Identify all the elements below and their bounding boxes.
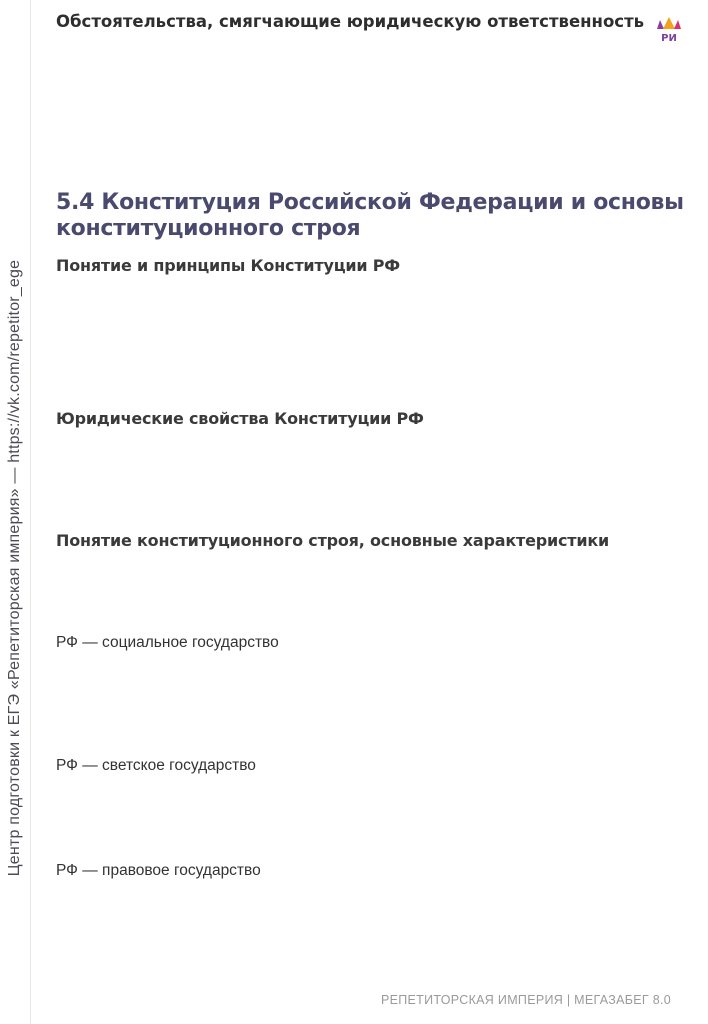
list-item-legal-state: РФ — правовое государство [56, 862, 261, 879]
crown-mid-icon [663, 17, 675, 29]
page-heading: Обстоятельства, смягчающие юридическую ответственность [56, 12, 645, 31]
crown-left-icon [657, 20, 664, 29]
list-item-social-state: РФ — социальное государство [56, 634, 279, 651]
page-footer: РЕПЕТИТОРСКАЯ ИМПЕРИЯ | МЕГАЗАБЕГ 8.0 [380, 993, 671, 1007]
subheading-constitution-principles: Понятие и принципы Конституции РФ [56, 256, 400, 275]
logo-text: РИ [661, 33, 677, 44]
section-title: 5.4 Конституция Российской Федерации и основы конституционного строя [56, 190, 684, 241]
subheading-legal-properties: Юридические свойства Конституции РФ [56, 409, 424, 428]
list-item-secular-state: РФ — светское государство [56, 757, 256, 774]
side-banner-text: Центр подготовки к ЕГЭ «Репетиторская империя» — https://vk.com/repetitor_ege [6, 259, 23, 877]
subheading-constitutional-order: Понятие конституционного строя, основные характеристики [56, 531, 610, 550]
crown-right-icon [674, 20, 681, 29]
crown-logo-icon [654, 15, 684, 45]
side-banner [0, 0, 30, 1024]
